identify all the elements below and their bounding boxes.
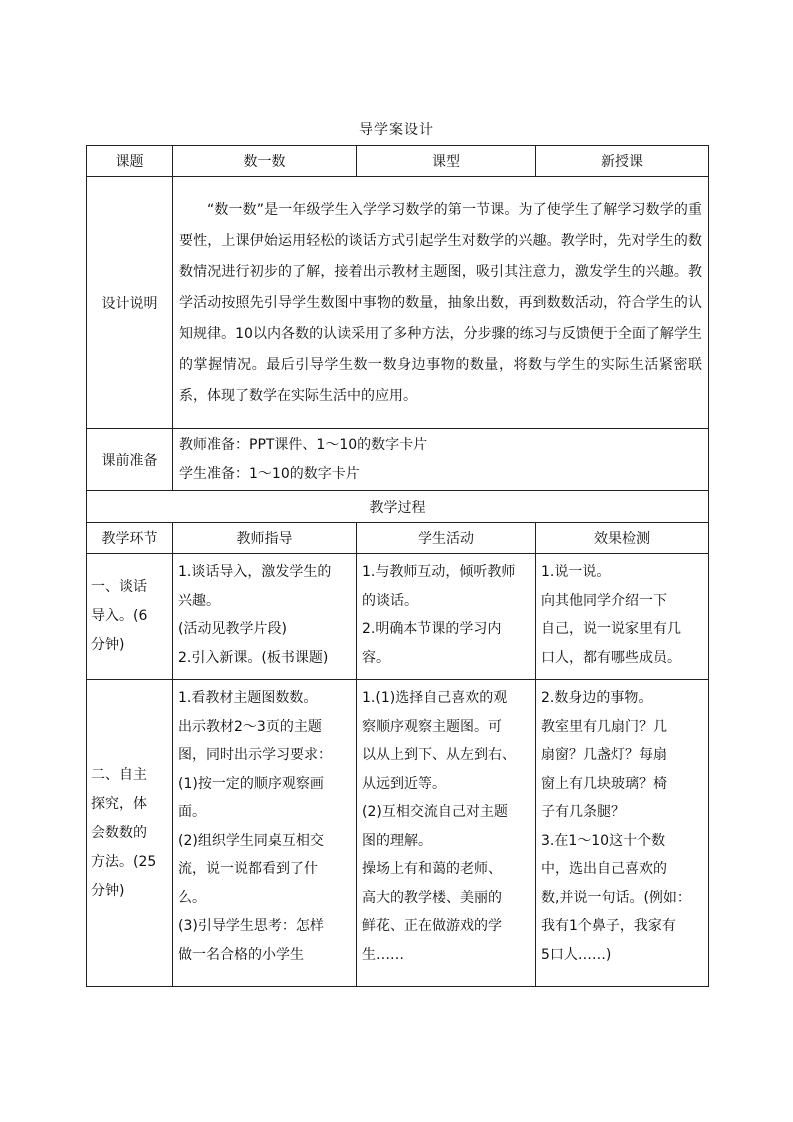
text-line: 么。 — [178, 889, 206, 906]
stage-line: 会数数的 — [91, 824, 147, 841]
text-line: 兴趣。 — [178, 592, 220, 609]
text-line: 生…… — [362, 946, 404, 963]
text-line: 察顺序观察主题图。可 — [362, 718, 502, 735]
text-line: 1.说一说。 — [541, 564, 611, 580]
text-line: 3.在1～10这十个数 — [541, 832, 666, 849]
col-header-student: 学生活动 — [357, 523, 536, 554]
text-line: 做一名合格的小学生 — [178, 946, 304, 963]
stage-line: 一、谈话 — [91, 579, 147, 595]
text-line: 口人，都有哪些成员。 — [541, 649, 681, 666]
teacher-guidance-cell — [173, 680, 357, 987]
header-row — [87, 146, 709, 177]
stage-line: 探究，体 — [91, 795, 147, 812]
text-line: (活动见教学片段) — [178, 621, 287, 637]
document-title: 导学案设计 — [359, 122, 434, 138]
prep-label: 课前准备 — [87, 429, 173, 491]
text-line: (2)互相交流自己对主题 — [362, 804, 508, 820]
process-header-row — [87, 523, 709, 554]
design-text-cell — [173, 177, 709, 429]
text-line: (2)组织学生同桌互相交 — [178, 832, 324, 849]
text-line: 面。 — [178, 804, 206, 820]
student-activity-cell — [357, 554, 536, 680]
text-line: 扇窗？几盏灯？每扇 — [541, 747, 667, 763]
text-line: (1)按一定的顺序观察画 — [178, 775, 324, 792]
text-line: 向其他同学介绍一下 — [541, 592, 667, 609]
stage-cell — [87, 554, 173, 680]
text-line: 1.(1)选择自己喜欢的观 — [362, 690, 508, 706]
text-line: 容。 — [362, 649, 390, 666]
effect-check-cell — [536, 554, 709, 680]
student-activity-cell — [357, 680, 536, 987]
text-line: 中，选出自己喜欢的 — [541, 861, 667, 877]
stage-line: 分钟) — [91, 882, 125, 899]
student-prep: 学生准备：1～10的数字卡片 — [179, 465, 360, 482]
process-title-row — [87, 491, 709, 523]
stage-line: 二、自主 — [91, 766, 147, 783]
text-line: 我有1个鼻子，我家有 — [541, 918, 676, 934]
text-line: 2.明确本节课的学习内 — [362, 621, 502, 637]
design-row — [87, 177, 709, 429]
text-line: 窗上有几块玻璃？椅 — [541, 775, 667, 792]
text-line: 操场上有和蔼的老师、 — [362, 861, 502, 877]
type-label: 课型 — [357, 146, 536, 177]
text-line: (3)引导学生思考：怎样 — [178, 918, 324, 934]
teacher-prep: 教师准备：PPT课件、1～10的数字卡片 — [179, 436, 428, 453]
process-title: 教学过程 — [87, 491, 709, 523]
stage-line: 导入。(6 — [91, 608, 148, 624]
design-text: “数一数”是一年级学生入学学习数学的第一节课。为了使学生了解学习数学的重要性，上课伊始运用轻松的谈话方式引起学生对数学的兴趣。教学时，先对学生的数数情况进行初步的了解，接着出示教材主题图，吸引其注意力，激发学生的兴趣。教学活动按照先引导学生数图中事物的数量，抽象出数，再到数数活动，符合学生的认知规律。10以内各数的认读采用了多种方法，分步骤的练习与反馈便于全面了解学生的掌握情况。最后引导学生数一数身边事物的数量，将数与学生的实际生活紧密联系，体现了数学在实际生活中的应用。 — [179, 202, 702, 404]
text-line: 图，同时出示学习要求： — [178, 747, 332, 763]
text-line: 出示教材2～3页的主题 — [178, 718, 322, 735]
process-row-2 — [87, 680, 709, 987]
lesson-plan-table — [86, 145, 709, 987]
text-line: 流，说一说都看到了什 — [178, 861, 318, 877]
text-line: 自己，说一说家里有几 — [541, 621, 681, 637]
text-line: 子有几条腿？ — [541, 804, 625, 820]
design-label: 设计说明 — [87, 177, 173, 429]
text-line: 2.引入新课。(板书课题) — [178, 649, 329, 666]
text-line: 教室里有几扇门？几 — [541, 718, 667, 735]
stage-line: 方法。(25 — [91, 853, 157, 870]
process-row-1 — [87, 554, 709, 680]
text-line: 1.谈话导入，激发学生的 — [178, 564, 332, 580]
text-line: 从远到近等。 — [362, 775, 446, 792]
col-header-check: 效果检测 — [536, 523, 709, 554]
type-value: 新授课 — [536, 146, 709, 177]
text-line: 1.与教师互动，倾听教师 — [362, 564, 516, 580]
text-line: 图的理解。 — [362, 832, 432, 849]
prep-cell — [173, 429, 709, 491]
topic-label: 课题 — [87, 146, 173, 177]
stage-cell — [87, 680, 173, 987]
stage-line: 分钟) — [91, 637, 125, 653]
col-header-teacher: 教师指导 — [173, 523, 357, 554]
text-line: 2.数身边的事物。 — [541, 690, 653, 706]
col-header-stage: 教学环节 — [87, 523, 173, 554]
text-line: 5口人……) — [541, 946, 612, 963]
teacher-guidance-cell — [173, 554, 357, 680]
effect-check-cell — [536, 680, 709, 987]
text-line: 的谈话。 — [362, 592, 418, 609]
text-line: 鲜花、正在做游戏的学 — [362, 918, 502, 934]
text-line: 1.看教材主题图数数。 — [178, 690, 318, 706]
text-line: 高大的教学楼、美丽的 — [362, 889, 502, 906]
prep-row — [87, 429, 709, 491]
text-line: 以从上到下、从左到右、 — [362, 747, 516, 763]
topic-value: 数一数 — [173, 146, 357, 177]
text-line: 数,并说一句话。(例如： — [541, 889, 691, 906]
